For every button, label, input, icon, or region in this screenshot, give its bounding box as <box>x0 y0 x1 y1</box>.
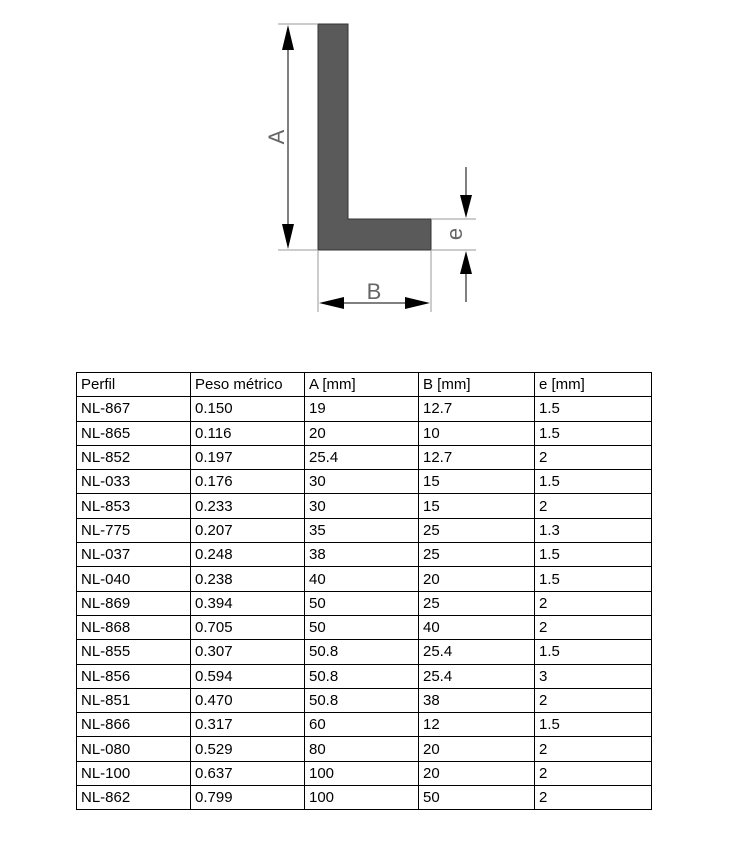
cell-a: 40 <box>305 567 419 591</box>
cell-b: 25 <box>419 591 535 615</box>
cell-e: 2 <box>535 688 652 712</box>
cell-e: 1.5 <box>535 567 652 591</box>
header-peso: Peso métrico <box>191 373 305 397</box>
cell-peso: 0.116 <box>191 421 305 445</box>
cell-e: 1.5 <box>535 713 652 737</box>
table-row <box>77 713 652 737</box>
cell-e: 1.5 <box>535 397 652 421</box>
header-b: B [mm] <box>419 373 535 397</box>
cell-a: 50.8 <box>305 664 419 688</box>
cell-peso: 0.176 <box>191 470 305 494</box>
cell-e: 2 <box>535 761 652 785</box>
table-row <box>77 421 652 445</box>
cell-peso: 0.470 <box>191 688 305 712</box>
cell-e: 2 <box>535 591 652 615</box>
label-a: A <box>264 129 289 145</box>
cell-e: 2 <box>535 615 652 639</box>
cell-b: 20 <box>419 737 535 761</box>
cell-a: 38 <box>305 543 419 567</box>
cell-a: 100 <box>305 761 419 785</box>
label-e: e <box>442 227 467 241</box>
cell-perfil: NL-855 <box>77 640 191 664</box>
table-row <box>77 615 652 639</box>
table-row <box>77 591 652 615</box>
table-row <box>77 688 652 712</box>
cell-peso: 0.799 <box>191 786 305 810</box>
cell-a: 50.8 <box>305 640 419 664</box>
cell-perfil: NL-100 <box>77 761 191 785</box>
cell-a: 19 <box>305 397 419 421</box>
cell-a: 60 <box>305 713 419 737</box>
cell-e: 1.5 <box>535 421 652 445</box>
cell-b: 25.4 <box>419 640 535 664</box>
cell-b: 20 <box>419 567 535 591</box>
cell-a: 25.4 <box>305 445 419 469</box>
l-profile-shape <box>318 24 431 250</box>
cell-b: 50 <box>419 786 535 810</box>
table-row <box>77 543 652 567</box>
cell-perfil: NL-856 <box>77 664 191 688</box>
cell-b: 25.4 <box>419 664 535 688</box>
header-e: e [mm] <box>535 373 652 397</box>
cell-perfil: NL-867 <box>77 397 191 421</box>
cell-peso: 0.529 <box>191 737 305 761</box>
cell-perfil: NL-033 <box>77 470 191 494</box>
cell-a: 35 <box>305 518 419 542</box>
cell-b: 15 <box>419 494 535 518</box>
cell-e: 2 <box>535 494 652 518</box>
table-row <box>77 786 652 810</box>
label-b: B <box>366 279 382 304</box>
cell-b: 40 <box>419 615 535 639</box>
cell-b: 20 <box>419 761 535 785</box>
cell-perfil: NL-865 <box>77 421 191 445</box>
cell-peso: 0.207 <box>191 518 305 542</box>
cell-e: 1.5 <box>535 470 652 494</box>
table-row <box>77 445 652 469</box>
cell-e: 1.5 <box>535 640 652 664</box>
cell-a: 50 <box>305 591 419 615</box>
table-row <box>77 567 652 591</box>
cell-e: 2 <box>535 445 652 469</box>
header-perfil: Perfil <box>77 373 191 397</box>
cell-peso: 0.248 <box>191 543 305 567</box>
cell-perfil: NL-868 <box>77 615 191 639</box>
cell-e: 3 <box>535 664 652 688</box>
cell-perfil: NL-869 <box>77 591 191 615</box>
cell-peso: 0.307 <box>191 640 305 664</box>
cell-peso: 0.394 <box>191 591 305 615</box>
cell-peso: 0.594 <box>191 664 305 688</box>
cell-perfil: NL-862 <box>77 786 191 810</box>
cell-b: 12 <box>419 713 535 737</box>
cell-perfil: NL-775 <box>77 518 191 542</box>
cell-peso: 0.317 <box>191 713 305 737</box>
table-row <box>77 737 652 761</box>
profile-spec-table <box>76 372 652 810</box>
l-profile-diagram <box>0 0 746 340</box>
table-header-row <box>77 373 652 397</box>
cell-peso: 0.233 <box>191 494 305 518</box>
cell-peso: 0.705 <box>191 615 305 639</box>
cell-perfil: NL-037 <box>77 543 191 567</box>
cell-a: 80 <box>305 737 419 761</box>
table-row <box>77 640 652 664</box>
cell-b: 15 <box>419 470 535 494</box>
cell-perfil: NL-080 <box>77 737 191 761</box>
cell-perfil: NL-851 <box>77 688 191 712</box>
table-row <box>77 518 652 542</box>
cell-a: 20 <box>305 421 419 445</box>
cell-e: 2 <box>535 737 652 761</box>
header-a: A [mm] <box>305 373 419 397</box>
table-row <box>77 494 652 518</box>
cell-peso: 0.637 <box>191 761 305 785</box>
cell-b: 12.7 <box>419 397 535 421</box>
cell-perfil: NL-866 <box>77 713 191 737</box>
table-row <box>77 761 652 785</box>
cell-perfil: NL-852 <box>77 445 191 469</box>
cell-a: 50.8 <box>305 688 419 712</box>
cell-b: 38 <box>419 688 535 712</box>
cell-a: 50 <box>305 615 419 639</box>
cell-b: 12.7 <box>419 445 535 469</box>
cell-e: 1.3 <box>535 518 652 542</box>
cell-b: 25 <box>419 518 535 542</box>
table-row <box>77 470 652 494</box>
cell-a: 30 <box>305 494 419 518</box>
cell-e: 1.5 <box>535 543 652 567</box>
cell-peso: 0.238 <box>191 567 305 591</box>
cell-b: 25 <box>419 543 535 567</box>
cell-a: 30 <box>305 470 419 494</box>
cell-perfil: NL-853 <box>77 494 191 518</box>
cell-e: 2 <box>535 786 652 810</box>
cell-peso: 0.150 <box>191 397 305 421</box>
table-row <box>77 397 652 421</box>
cell-peso: 0.197 <box>191 445 305 469</box>
table-body <box>77 397 652 810</box>
cell-a: 100 <box>305 786 419 810</box>
cell-b: 10 <box>419 421 535 445</box>
table-row <box>77 664 652 688</box>
cell-perfil: NL-040 <box>77 567 191 591</box>
